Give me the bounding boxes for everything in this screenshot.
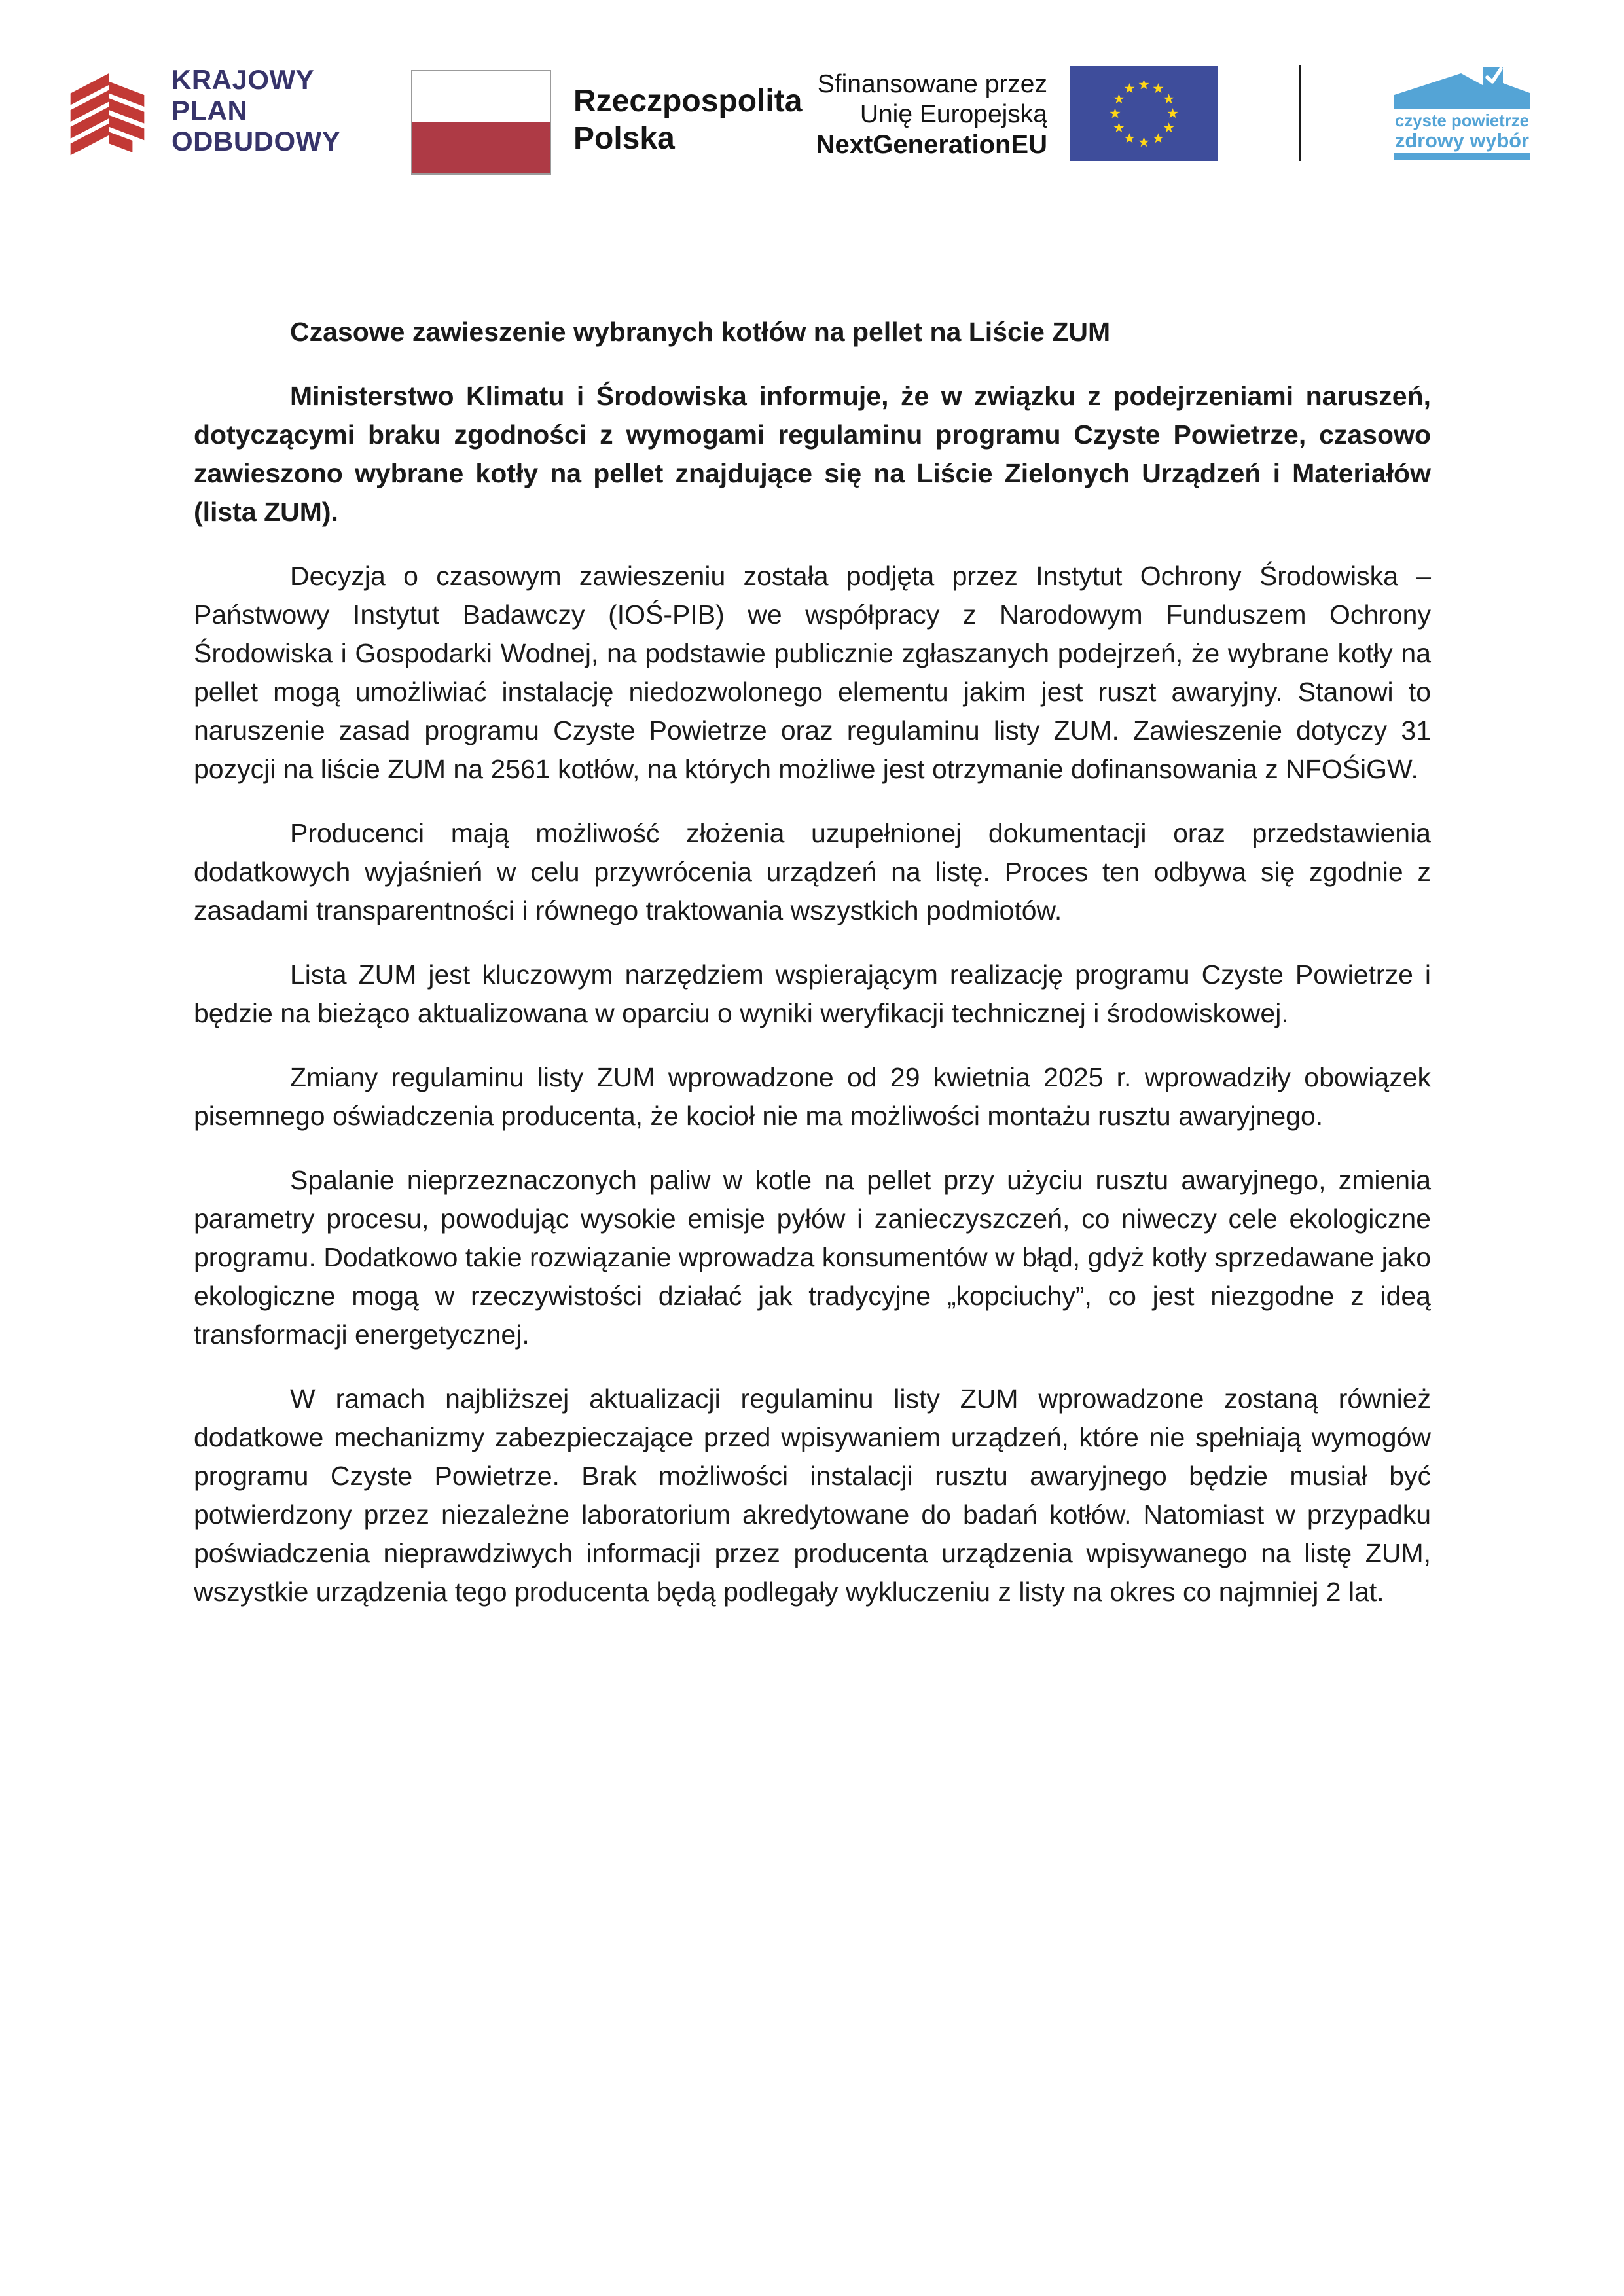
czyste-powietrze-logo-icon xyxy=(1375,59,1551,177)
paragraph-1: Ministerstwo Klimatu i Środowiska informuje, że w związku z podejrzeniami naruszeń, dotyczącymi braku zgodności z wymogami regulaminu programu Czyste Powietrze, czasowo zawieszono wybrane kotły na pellet znajdujące się na Liście Zielonych Urządzeń i Materiałów (lista ZUM). xyxy=(194,381,1431,527)
paragraph-7: W ramach najbliższej aktualizacji regulaminu listy ZUM wprowadzone zostaną również dodatkowe mechanizmy zabezpieczające przed wpisywaniem urządzeń, które nie spełniają wymogów programu Czyste Powietrze. Brak możliwości instalacji rusztu awaryjnego będzie musiał być potwierdzony przez niezależne laboratorium akredytowane do badań kotłów. Natomiast w przypadku poświadczenia nieprawdziwych informacji przez producenta urządzenia wpisywanego na listę ZUM, wszystkie urządzenia tego producenta będą podlegały wykluczeniu z listy na okres co najmniej 2 lat. xyxy=(194,1384,1431,1607)
republic-line2: Polska xyxy=(573,121,675,156)
czyste-powietrze-line1: czyste powietrze xyxy=(1395,111,1529,130)
czyste-powietrze-line2: zdrowy wybór xyxy=(1395,129,1529,152)
eu-funding-line1: Sfinansowane przez xyxy=(817,70,1047,98)
kpo-logo-icon xyxy=(65,65,149,166)
eu-funding-line3: NextGenerationEU xyxy=(816,130,1047,159)
document-title: Czasowe zawieszenie wybranych kotłów na pellet na Liście ZUM xyxy=(290,317,1111,347)
header-divider xyxy=(1299,65,1301,161)
eu-flag-icon xyxy=(1070,66,1218,161)
poland-flag-red-stripe xyxy=(412,122,550,173)
kpo-logo-line1: KRAJOWY xyxy=(171,64,315,95)
paragraph-2: Decyzja o czasowym zawieszeniu została podjęta przez Instytut Ochrony Środowiska – Państwowy Instytut Badawczy (IOŚ-PIB) we współpracy z Narodowym Funduszem Ochrony Środowiska i Gospodarki Wodnej, na podstawie publicznie zgłaszanych podejrzeń, że wybrane kotły na pellet mogą umożliwiać instalację niedozwolonego elementu jakim jest ruszt awaryjny. Stanowi to naruszenie zasad programu Czyste Powietrze oraz regulaminu listy ZUM. Zawieszenie dotyczy 31 pozycji na liście ZUM na 2561 kotłów, na których możliwe jest otrzymanie dofinansowania z NFOŚiGW. xyxy=(194,561,1431,784)
eu-funding-label xyxy=(720,69,1047,160)
document-content xyxy=(194,313,1431,1637)
paragraph-4: Lista ZUM jest kluczowym narzędziem wspierającym realizację programu Czyste Powietrze i będzie na bieżąco aktualizowana w oparciu o wyniki weryfikacji technicznej i środowiskowej. xyxy=(194,960,1431,1028)
kpo-logo-line3: ODBUDOWY xyxy=(171,126,341,156)
poland-flag-icon xyxy=(411,70,551,175)
kpo-logo-line2: PLAN xyxy=(171,95,248,126)
paragraph-6: Spalanie nieprzeznaczonych paliw w kotle na pellet przy użyciu rusztu awaryjnego, zmienia parametry procesu, powodując wysokie emisje pyłów i zanieczyszczeń, co niweczy cele ekologiczne programu. Dodatkowo takie rozwiązanie wprowadza konsumentów w błąd, gdyż kotły sprzedawane jako ekologiczne mogą w rzeczywistości działać jak tradycyjne „kopciuchy”, co jest niezgodne z ideą transformacji energetycznej. xyxy=(194,1165,1431,1350)
kpo-logo-text xyxy=(171,64,340,156)
republic-line1: Rzeczpospolita xyxy=(573,84,803,118)
eu-funding-line2: Unię Europejską xyxy=(859,100,1047,128)
paragraph-5: Zmiany regulaminu listy ZUM wprowadzone od 29 kwietnia 2025 r. wprowadziły obowiązek pisemnego oświadczenia producenta, że kocioł nie ma możliwości montażu rusztu awaryjnego. xyxy=(194,1062,1431,1131)
paragraph-3: Producenci mają możliwość złożenia uzupełnionej dokumentacji oraz przedstawienia dodatkowych wyjaśnień w celu przywrócenia urządzeń na listę. Proces ten odbywa się zgodnie z zasadami transparentności i równego traktowania wszystkich podmiotów. xyxy=(194,818,1431,925)
